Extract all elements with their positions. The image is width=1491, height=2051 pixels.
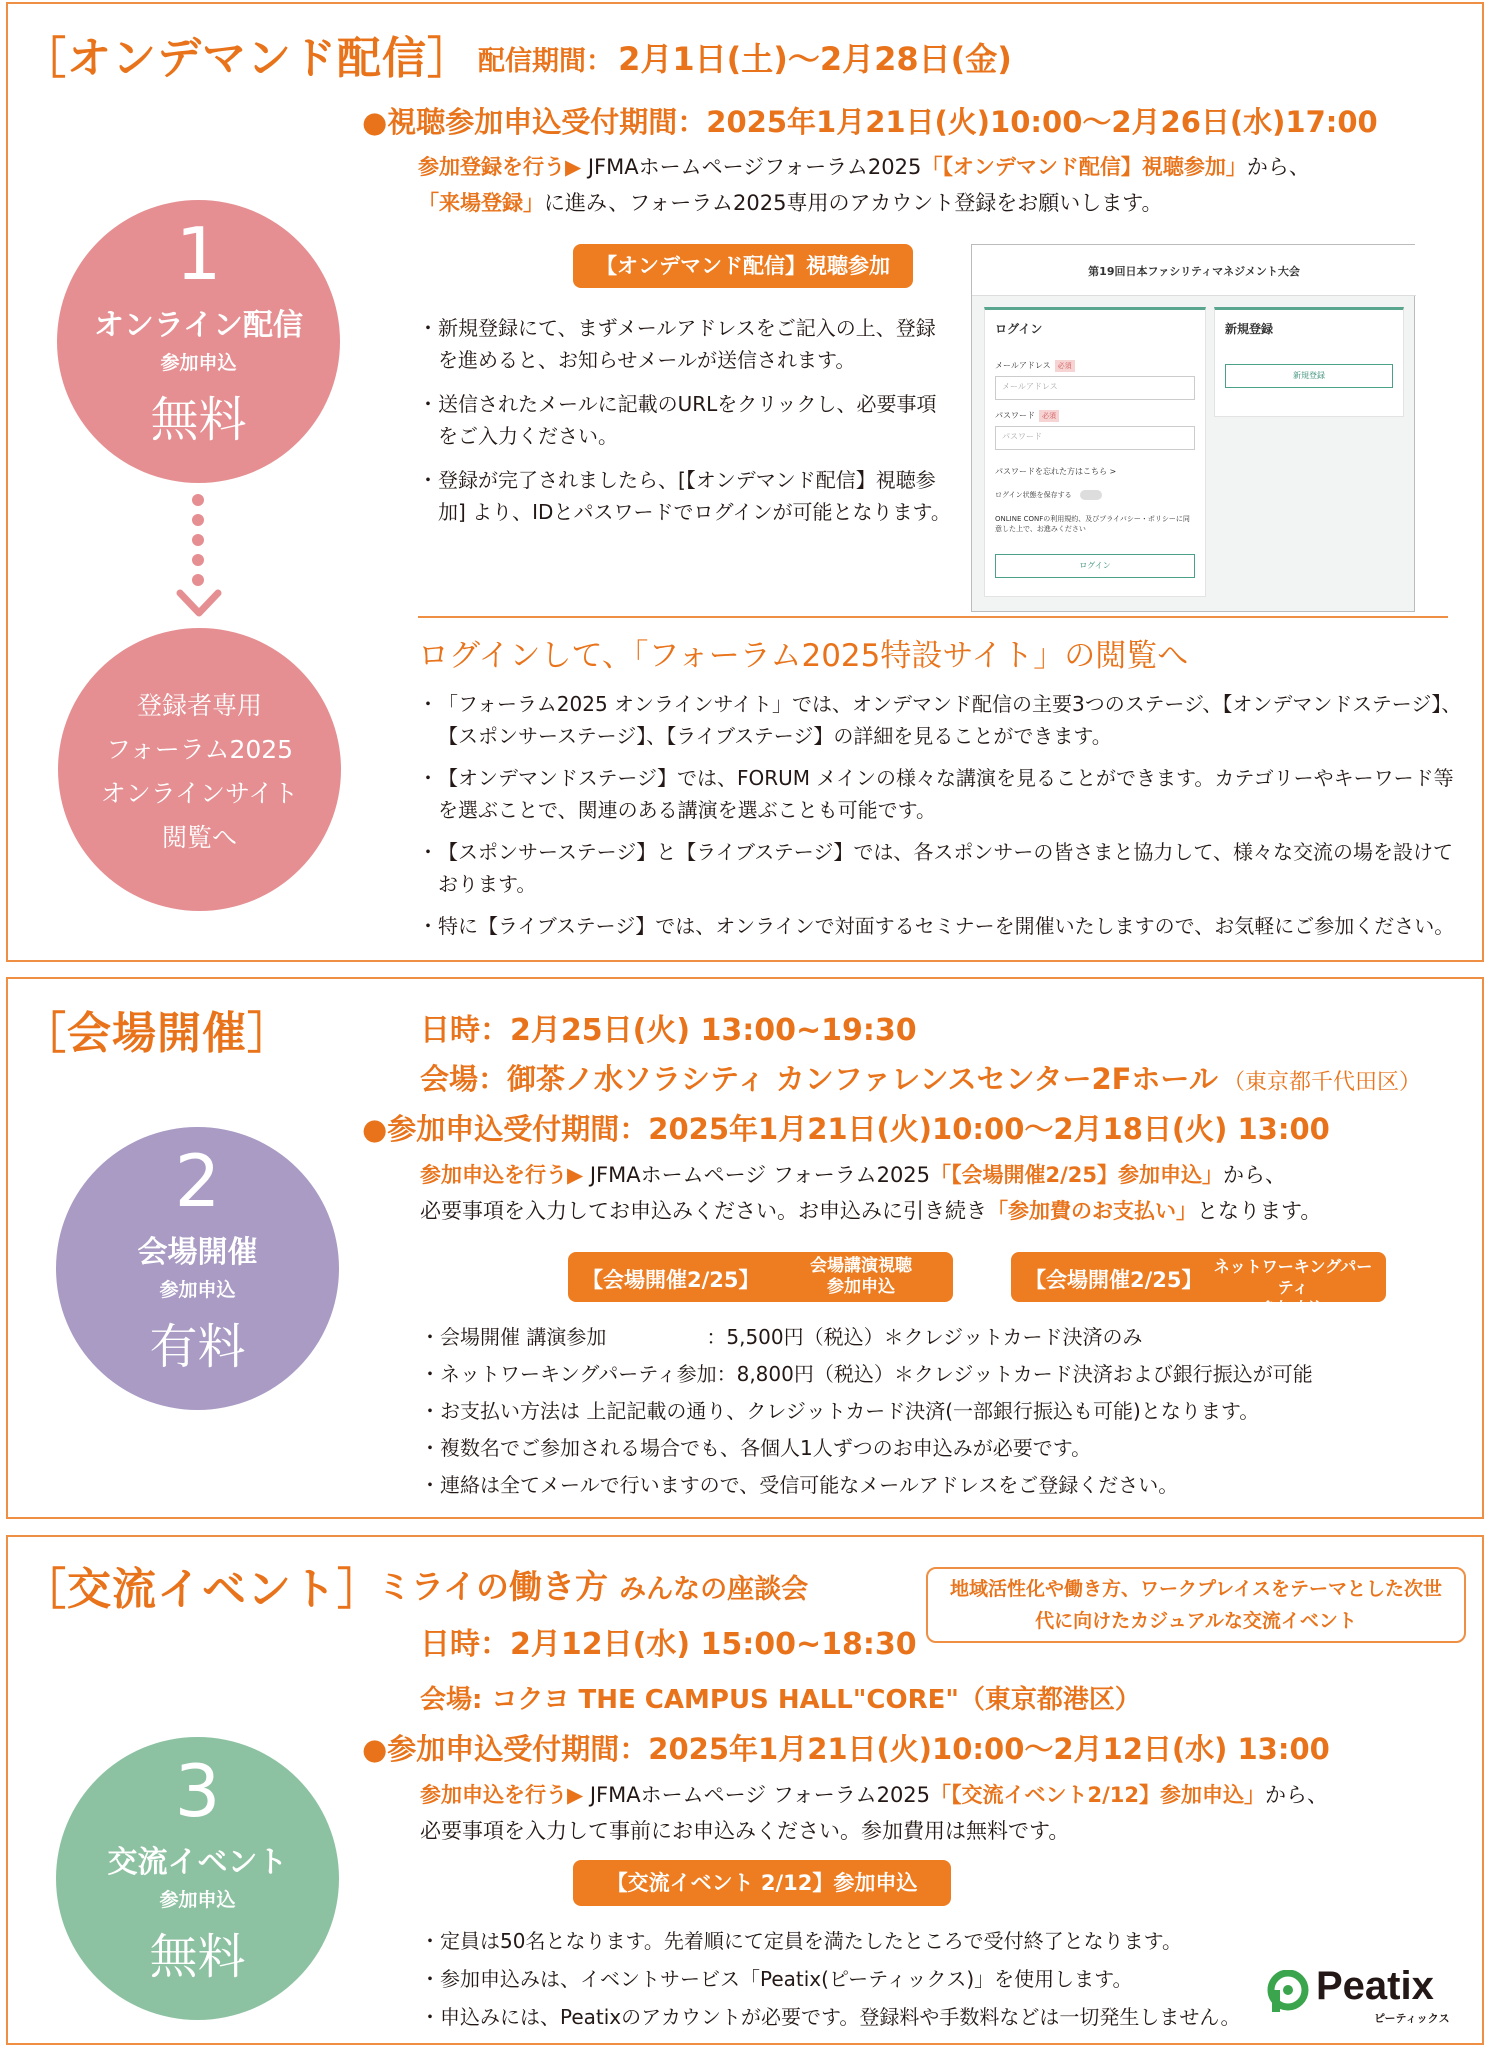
flow-dot bbox=[192, 574, 204, 586]
exchange-bullets bbox=[420, 1922, 1260, 2036]
list-item: ・ 送信されたメールに記載のURLをクリックし、必要事項をご入力ください。 bbox=[418, 388, 953, 452]
accept-period: ●視聴参加申込受付期間：2025年1月21日(火)10:00～2月26日(水)17:00 bbox=[362, 105, 1378, 139]
intro-text: 参加申込を行う▶ JFMAホームページ フォーラム2025「【会場開催2/25】参加申込」から、 必要事項を入力してお申込みください。お申込みに引き続き「参加費のお支払い」となります。 bbox=[420, 1163, 1322, 1223]
intro-link[interactable]: 「【交流イベント2/12】参加申込」 bbox=[930, 1783, 1266, 1807]
intro-link[interactable]: 「【会場開催2/25】参加申込」 bbox=[930, 1163, 1224, 1187]
section-venue bbox=[6, 977, 1484, 1519]
list-item: ・ 参加申込みは、イベントサービス「Peatix(ピーティックス)」を使用します。 bbox=[420, 1960, 1260, 1998]
login-button[interactable]: ログイン bbox=[995, 554, 1195, 578]
register-panel: 新規登録 新規登録 bbox=[1214, 307, 1404, 417]
step-2-circle: 2 会場開催 参加申込 有料 bbox=[56, 1127, 339, 1410]
list-item: ・ ネットワーキングパーティ参加：8,800円（税込）＊クレジットカード決済および銀行振込が可能 bbox=[420, 1356, 1460, 1393]
section-title: ［交流イベント］ bbox=[22, 1564, 382, 1615]
section-exchange bbox=[6, 1535, 1484, 2045]
forgot-password-link[interactable]: パスワードを忘れた方はこちら > bbox=[995, 467, 1117, 476]
list-item: ・ お支払い方法は 上記記載の通り、クレジットカード決済(一部銀行振込も可能)となります。 bbox=[420, 1393, 1460, 1430]
accept-period: ●参加申込受付期間：2025年1月21日(火)10:00～2月12日(水) 13:00 bbox=[362, 1732, 1330, 1766]
password-field[interactable]: パスワード bbox=[995, 426, 1195, 450]
list-item: ・ 複数名でご参加される場合でも、各個人1人ずつのお申込みが必要です。 bbox=[420, 1430, 1460, 1467]
list-item: ・ 会場開催 講演参加 ：5,500円（税込）＊クレジットカード決済のみ bbox=[420, 1319, 1460, 1356]
intro-link[interactable]: 「【オンデマンド配信】視聴参加」 bbox=[921, 155, 1247, 179]
networking-party-button[interactable]: 【会場開催2/25】 ネットワーキングパーティ 参加申込 bbox=[1011, 1252, 1386, 1302]
event-note: 地域活性化や働き方、ワークプレイスをテーマとした次世代に向けたカジュアルな交流イベント bbox=[926, 1567, 1466, 1643]
site-circle: 登録者専用 フォーラム2025 オンラインサイト 閲覧へ bbox=[58, 628, 341, 911]
list-item: ・ 「フォーラム2025 オンラインサイト」では、オンデマンド配信の主要3つのステージ、【オンデマンドステージ】、【スポンサーステージ】、【ライブステージ】の詳細を見ることができます。 bbox=[418, 688, 1468, 752]
event-date: 日時：2月25日(火) 13:00~19:30 bbox=[420, 1013, 917, 1048]
ondemand-bullets bbox=[418, 312, 953, 528]
site-title: 第19回日本ファシリティマネジメント大会 bbox=[1088, 265, 1300, 278]
list-item: ・ 【オンデマンドステージ】では、FORUM メインの様々な講演を見ることができます。カテゴリーやキーワード等を選ぶことで、関連のある講演を選ぶことも可能です。 bbox=[418, 762, 1468, 826]
flow-dot bbox=[192, 514, 204, 526]
section-title: ［会場開催］ bbox=[22, 1008, 292, 1059]
terms-text: ONLINE CONFの利用規約、及びプライバシー・ポリシーに同意した上で、お進みください bbox=[995, 515, 1190, 533]
email-field[interactable]: メールアドレス bbox=[995, 376, 1195, 400]
exchange-apply-button[interactable]: 【交流イベント 2/12】参加申込 bbox=[573, 1860, 951, 1906]
list-item: ・ 登録が完了されましたら、[【オンデマンド配信】視聴参加] より、IDとパスワードでログインが可能となります。 bbox=[418, 464, 953, 528]
ondemand-apply-button[interactable]: 【オンデマンド配信】視聴参加 bbox=[573, 244, 913, 288]
venue-bullets bbox=[420, 1319, 1460, 1504]
login-screenshot bbox=[971, 244, 1415, 612]
flow-dot bbox=[192, 534, 204, 546]
divider bbox=[418, 616, 1448, 618]
section-ondemand bbox=[6, 2, 1484, 962]
peatix-logo: Peatix ピーティックス bbox=[1266, 1964, 1476, 2026]
remember-toggle[interactable] bbox=[1080, 490, 1102, 500]
event-subtitle: ミライの働き方 みんなの座談会 bbox=[378, 1567, 809, 1606]
venue-lecture-button[interactable]: 【会場開催2/25】 会場講演視聴 参加申込 bbox=[568, 1252, 953, 1302]
login-heading: ログインして、「フォーラム2025特設サイト」の閲覧へ bbox=[418, 638, 1189, 674]
section-title: ［オンデマンド配信］ bbox=[22, 33, 472, 84]
list-item: ・ 連絡は全てメールで行いますので、受信可能なメールアドレスをご登録ください。 bbox=[420, 1467, 1460, 1504]
list-item: ・ 新規登録にて、まずメールアドレスをご記入の上、登録を進めると、お知らせメールが送信されます。 bbox=[418, 312, 953, 376]
intro-link-2[interactable]: 「来場登録」 bbox=[418, 191, 544, 215]
chevron-down-icon bbox=[176, 589, 222, 621]
intro-link-2[interactable]: 「参加費のお支払い」 bbox=[987, 1199, 1197, 1223]
step-3-circle: 3 交流イベント 参加申込 無料 bbox=[56, 1737, 339, 2020]
venue: 会場：御茶ノ水ソラシティ カンファレンスセンター2Fホール （東京都千代田区） bbox=[420, 1062, 1421, 1096]
accept-period: ●参加申込受付期間：2025年1月21日(火)10:00～2月18日(火) 13:00 bbox=[362, 1112, 1330, 1146]
site-bullets bbox=[418, 688, 1468, 942]
list-item: ・ 申込みには、Peatixのアカウントが必要です。登録料や手数料などは一切発生しません。 bbox=[420, 1998, 1260, 2036]
flow-dot bbox=[192, 554, 204, 566]
list-item: ・ 特に【ライブステージ】では、オンラインで対面するセミナーを開催いたしますので、お気軽にご参加ください。 bbox=[418, 910, 1468, 942]
venue: 会場: コクヨ THE CAMPUS HALL"CORE"（東京都港区） bbox=[420, 1685, 1141, 1715]
delivery-period: 配信期間： 2月1日(土)～2月28日(金) bbox=[478, 40, 1012, 78]
login-panel: ログイン メールアドレス 必須 メールアドレス パスワード 必須 パスワード パスワードを忘れた方はこちら > ログイン状態を保存する ONLINE CONFの利用規約、及びプライバシー・ポリシーに同意した上で、お進みください ログイン bbox=[984, 307, 1206, 597]
flow-dot bbox=[192, 494, 204, 506]
list-item: ・ 【スポンサーステージ】と【ライブステージ】では、各スポンサーの皆さまと協力して、様々な交流の場を設けております。 bbox=[418, 836, 1468, 900]
intro-text: 参加登録を行う▶ JFMAホームページフォーラム2025「【オンデマンド配信】視聴参加」から、 「来場登録」に進み、フォーラム2025専用のアカウント登録をお願いします。 bbox=[418, 155, 1310, 215]
intro-text: 参加申込を行う▶ JFMAホームページ フォーラム2025「【交流イベント2/12】参加申込」から、 必要事項を入力して事前にお申込みください。参加費用は無料です。 bbox=[420, 1783, 1329, 1843]
register-button[interactable]: 新規登録 bbox=[1225, 364, 1393, 388]
list-item: ・ 定員は50名となります。先着順にて定員を満たしたところで受付終了となります。 bbox=[420, 1922, 1260, 1960]
step-1-circle: 1 オンライン配信 参加申込 無料 bbox=[57, 200, 340, 483]
event-date: 日時：2月12日(水) 15:00~18:30 bbox=[420, 1627, 917, 1662]
peatix-icon bbox=[1266, 1970, 1310, 2014]
